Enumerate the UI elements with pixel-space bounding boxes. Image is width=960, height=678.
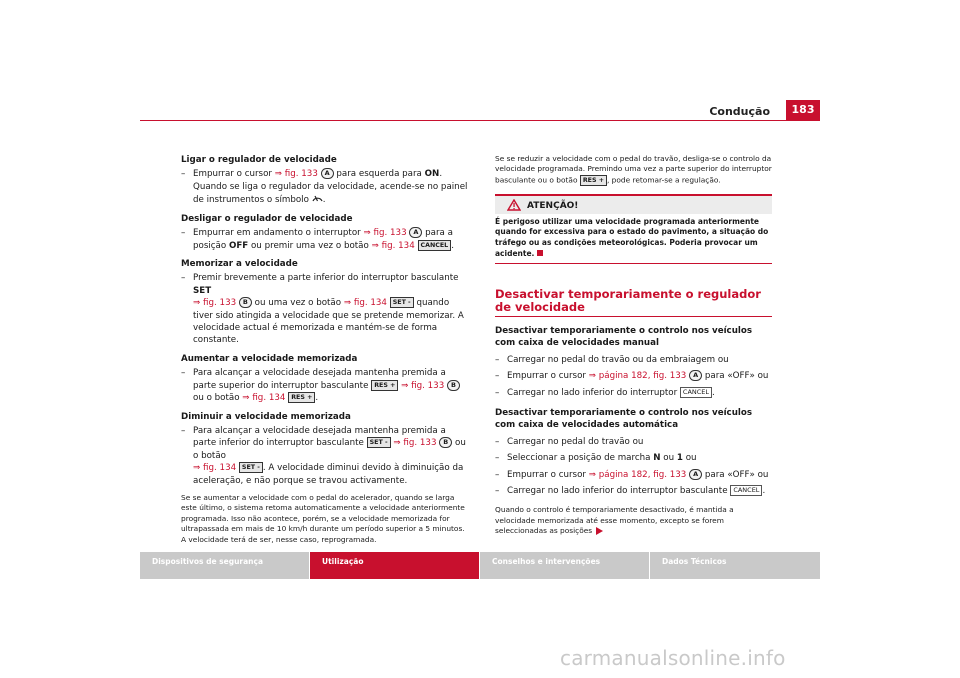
intro-paragraph: Se se reduzir a velocidade com o pedal do travão, desliga-se o controlo da velocidade programada. Premindo uma vez a parte superior do interruptor basculante ou o botão RES + , pode retomar-se a regulação. bbox=[495, 154, 772, 185]
set-key-symbol: SET - bbox=[239, 462, 263, 473]
warning-title: ATENÇÃO! bbox=[527, 200, 579, 211]
label-badge: A bbox=[689, 370, 702, 381]
warning-text: É perigoso utilizar uma velocidade programada anteriormente quando for excessiva para o estado do pavimento, a situação do tráfego ou as condições meteorológicas. Poderia provocar um acidente. bbox=[495, 214, 772, 264]
warning-box bbox=[495, 194, 772, 264]
figure-link[interactable]: ⇒ fig. 133 bbox=[363, 228, 407, 239]
set-key-symbol: SET - bbox=[390, 297, 414, 308]
note-paragraph: Se se aumentar a velocidade com o pedal do acelerador, quando se larga este último, o sistema retoma automaticamente a velocidade anteriormente programada. Isso não acontece, porém, se a velocidade memorizada for ultrapassada em mais de 10 km/h durante um período superior a 5 minutos. A velocidade terá de ser, nesse caso, reprogramada. bbox=[181, 492, 465, 544]
list-item: – Para alcançar a velocidade desejada mantenha premida a parte inferior do interruptor basculante SET - ⇒ fig. 133 B ou o botão ⇒ fig. 134 SET - . A velocidade diminui devido à diminuição da aceleração, e não porque se travou activamente. bbox=[181, 425, 466, 486]
section-end-mark bbox=[537, 250, 543, 256]
res-key-symbol: RES + bbox=[580, 175, 607, 186]
set-key-symbol: SET - bbox=[367, 437, 391, 448]
heading-increase-speed: Aumentar a velocidade memorizada bbox=[181, 353, 358, 364]
list-item: – Empurrar em andamento o interruptor ⇒ fig. 133 A para a posição OFF ou premir uma vez o botão ⇒ fig. 134 CANCEL . bbox=[181, 228, 454, 251]
tab-operation[interactable]: Utilização bbox=[310, 552, 479, 579]
header-rule bbox=[140, 120, 820, 121]
heading-switch-off: Desligar o regulador de velocidade bbox=[181, 213, 353, 224]
note-paragraph: Quando o controlo é temporariamente desactivado, é mantida a velocidade memorizada até esse momento, excepto se forem seleccionadas as posições bbox=[495, 505, 734, 536]
figure-link[interactable]: ⇒ fig. 134 bbox=[371, 240, 415, 251]
tab-tips-interventions[interactable]: Conselhos e intervenções bbox=[480, 552, 649, 579]
label-badge: B bbox=[447, 380, 460, 391]
heading-manual-gearbox: Desactivar temporariamente o controlo nos veículos com caixa de velocidades manual bbox=[495, 326, 753, 349]
figure-link[interactable]: ⇒ fig. 134 bbox=[343, 298, 387, 309]
running-header-title: Condução bbox=[709, 105, 770, 118]
left-column bbox=[181, 154, 470, 545]
list-item: – Seleccionar a posição de marcha N ou 1 ou bbox=[495, 453, 697, 464]
page-link[interactable]: ⇒ página 182, fig. 133 bbox=[588, 371, 687, 382]
list-item: – Para alcançar a velocidade desejada mantenha premida a parte superior do interruptor basculante RES + ⇒ fig. 133 B ou o botão ⇒ fig. 134 RES + . bbox=[181, 367, 470, 404]
watermark: carmanualsonline.info bbox=[560, 646, 786, 670]
figure-link[interactable]: ⇒ fig. 133 bbox=[401, 380, 445, 391]
list-item: – Premir brevemente a parte inferior do interruptor basculante SET ⇒ fig. 133 B ou uma vez o botão ⇒ fig. 134 SET - quando tiver sido atingida a velocidade que se pretende memorizar. A velocidade actual é memorizada e mantém-se de forma constante. bbox=[181, 273, 464, 346]
tab-safety-devices[interactable]: Dispositivos de segurança bbox=[140, 552, 309, 579]
figure-link[interactable]: ⇒ fig. 134 bbox=[242, 393, 286, 404]
tab-technical-data[interactable]: Dados Técnicos bbox=[650, 552, 820, 579]
heading-automatic-gearbox: Desactivar temporariamente o controlo nos veículos com caixa de velocidades automática bbox=[495, 408, 753, 431]
list-item: – Carregar no lado inferior do interruptor CANCEL . bbox=[495, 387, 715, 398]
list-item: – Carregar no lado inferior do interruptor basculante CANCEL . bbox=[495, 486, 766, 497]
list-item: – Empurrar o cursor ⇒ página 182, fig. 133 A para «OFF» ou bbox=[495, 469, 769, 480]
list-item: – Empurrar o cursor ⇒ fig. 133 A para esquerda para ON. Quando se liga o regulador da velocidade, acende-se no painel de instrumentos o símbolo . bbox=[181, 169, 468, 206]
res-key-symbol: RES + bbox=[288, 392, 315, 403]
continue-arrow-icon bbox=[596, 527, 603, 535]
cancel-key-symbol: CANCEL bbox=[680, 387, 712, 398]
label-badge: A bbox=[321, 168, 334, 179]
label-badge: A bbox=[689, 469, 702, 480]
warning-triangle-icon bbox=[507, 199, 521, 215]
heading-store-speed: Memorizar a velocidade bbox=[181, 259, 298, 270]
figure-link[interactable]: ⇒ fig. 133 bbox=[274, 169, 318, 180]
label-badge: B bbox=[439, 437, 452, 448]
page-link[interactable]: ⇒ página 182, fig. 133 bbox=[588, 469, 687, 480]
label-badge: A bbox=[409, 227, 422, 238]
list-item: – Carregar no pedal do travão ou da embraiagem ou bbox=[495, 354, 729, 365]
label-badge: B bbox=[239, 297, 252, 308]
res-key-symbol: RES + bbox=[371, 380, 398, 391]
section-title: Desactivar temporariamente o regulador de velocidade bbox=[495, 288, 772, 317]
cancel-key-symbol: CANCEL bbox=[730, 485, 762, 496]
cruise-control-icon bbox=[312, 193, 323, 206]
heading-switch-on: Ligar o regulador de velocidade bbox=[181, 155, 337, 165]
page-number: 183 bbox=[786, 100, 820, 120]
list-item: – Empurrar o cursor ⇒ página 182, fig. 133 A para «OFF» ou bbox=[495, 371, 769, 382]
cancel-key-symbol: CANCEL bbox=[418, 240, 452, 251]
figure-link[interactable]: ⇒ fig. 133 bbox=[393, 438, 437, 449]
heading-decrease-speed: Diminuir a velocidade memorizada bbox=[181, 411, 351, 422]
right-column bbox=[495, 154, 772, 537]
figure-link[interactable]: ⇒ fig. 134 bbox=[193, 463, 237, 474]
figure-link[interactable]: ⇒ fig. 133 bbox=[193, 298, 237, 309]
list-item: – Carregar no pedal do travão ou bbox=[495, 436, 644, 447]
